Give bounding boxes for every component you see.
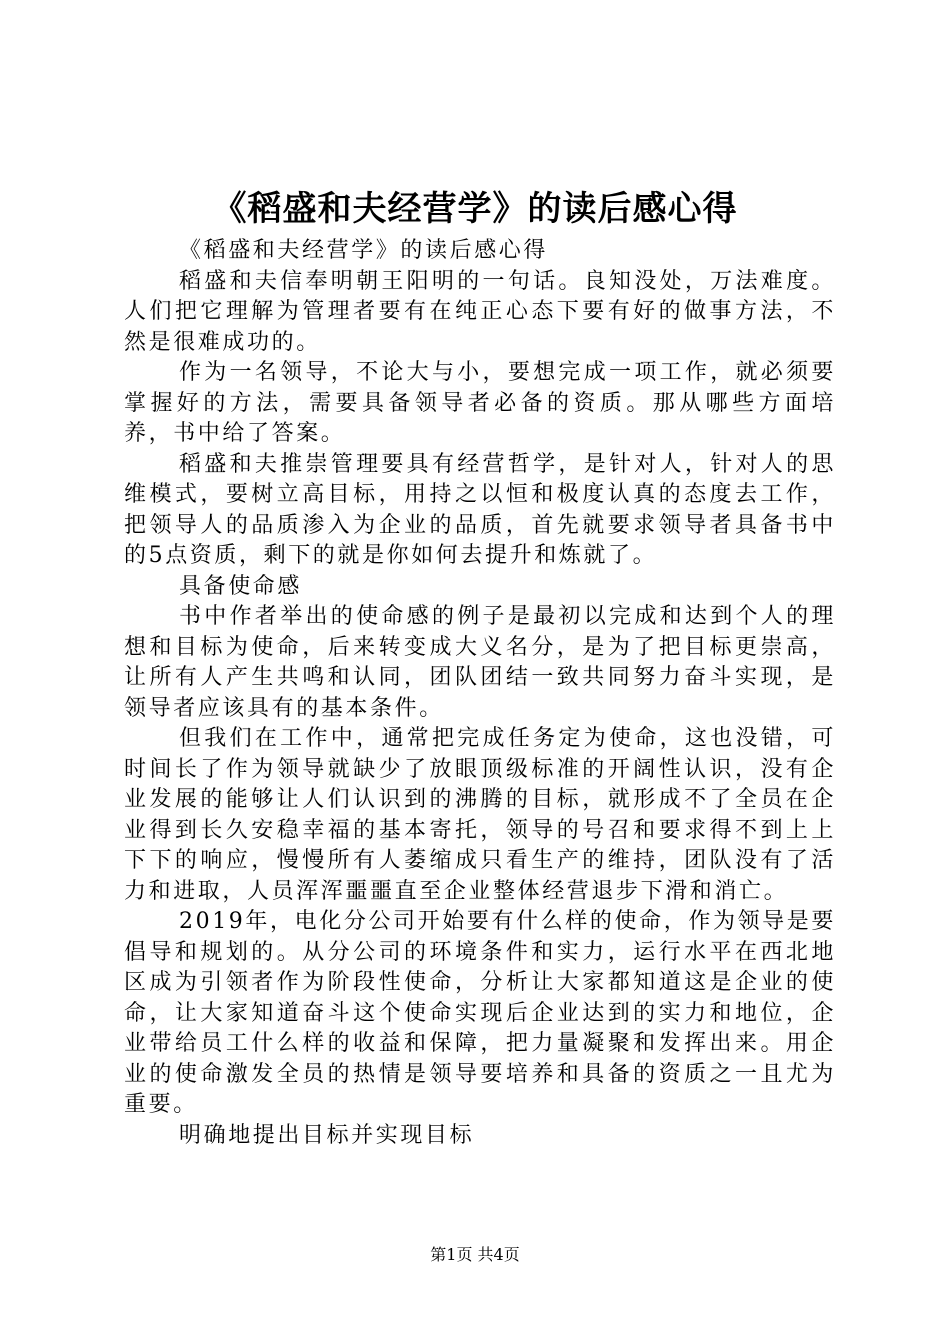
body-paragraph: 《稻盛和夫经营学》的读后感心得 bbox=[179, 238, 549, 263]
body-paragraph: 稻盛和夫信奉明朝王阳明的一句话。良知没处，万法难度。人们把它理解为管理者要有在纯正心态下要有好的做事方法，不然是很难成功的。 bbox=[124, 268, 836, 355]
body-paragraph: 作为一名领导，不论大与小，要想完成一项工作，就必须要掌握好的方法，需要具备领导者必备的资质。那从哪些方面培养，书中给了答案。 bbox=[124, 360, 836, 446]
body-paragraph: 但我们在工作中，通常把完成任务定为使命，这也没错，可时间长了作为领导就缺少了放眼顶级标准的开阔性认识，没有企业发展的能够让人们认识到的沸腾的目标，就形成不了全员在企业得到长久安稳幸福的基本寄托，领导的号召和要求得不到上上下下的响应，慢慢所有人萎缩成只看生产的维持，团队没有了活力和进取，人员浑浑噩噩直至企业整体经营退步下滑和消亡。 bbox=[124, 726, 836, 904]
body-paragraph: 书中作者举出的使命感的例子是最初以完成和达到个人的理想和目标为使命，后来转变成大义名分，是为了把目标更崇高，让所有人产生共鸣和认同，团队团结一致共同努力奋斗实现，是领导者应该具有的基本条件。 bbox=[124, 604, 836, 721]
body-paragraph: 2019年，电化分公司开始要有什么样的使命，作为领导是要倡导和规划的。从分公司的环境条件和实力，运行水平在西北地区成为引领者作为阶段性使命，分析让大家都知道这是企业的使命，让大家知道奋斗这个使命实现后企业达到的实力和地位，企业带给员工什么样的收益和保障，把力量凝聚和发挥出来。用企业的使命激发全员的热情是领导要培养和具备的资质之一且尤为重要。 bbox=[124, 909, 836, 1117]
page-footer: 第1页 共4页 bbox=[430, 1245, 520, 1264]
body-paragraph: 稻盛和夫推崇管理要具有经营哲学，是针对人，针对人的思维模式，要树立高目标，用持之以恒和极度认真的态度去工作，把领导人的品质渗入为企业的品质，首先就要求领导者具备书中的5点资质，剩下的就是你如何去提升和炼就了。 bbox=[124, 451, 836, 568]
section-heading: 具备使命感 bbox=[179, 573, 303, 599]
document-title: 《稻盛和夫经营学》的读后感心得 bbox=[212, 189, 738, 229]
document-body bbox=[124, 236, 836, 1151]
section-heading: 明确地提出目标并实现目标 bbox=[179, 1122, 475, 1148]
